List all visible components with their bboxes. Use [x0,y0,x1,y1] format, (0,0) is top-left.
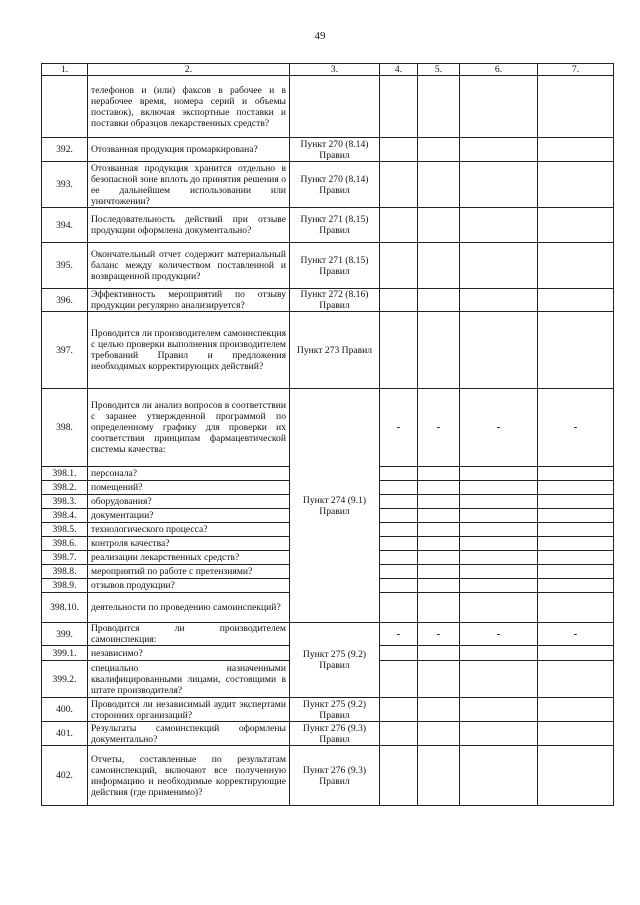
answer-cell [538,243,614,289]
answer-cell [418,746,460,806]
column-header: 4. [380,64,418,76]
table-row [42,243,614,289]
answer-cell [418,551,460,565]
answer-cell [380,312,418,389]
item-question: персонала? [88,467,290,481]
item-number: 398.6. [42,537,88,551]
answer-cell [380,162,418,208]
answer-cell [538,76,614,138]
answer-cell [460,593,538,623]
answer-cell [418,523,460,537]
item-question: Последовательность действий при отзыве продукции оформлена документально? [88,208,290,243]
answer-cell [538,467,614,481]
dash-mark: - [538,389,614,467]
table-row [42,208,614,243]
item-number: 398.7. [42,551,88,565]
item-number: 394. [42,208,88,243]
item-question: отзывов продукции? [88,579,290,593]
answer-cell [380,138,418,162]
item-number: 398. [42,389,88,467]
item-question: контроля качества? [88,537,290,551]
dash-mark: - [460,389,538,467]
answer-cell [380,646,418,661]
dash-mark: - [460,623,538,646]
answer-cell [418,289,460,312]
table-row [42,746,614,806]
answer-cell [380,537,418,551]
table-row [42,389,614,467]
answer-cell [418,312,460,389]
item-number: 398.1. [42,467,88,481]
table-row [42,312,614,389]
answer-cell [418,162,460,208]
answer-cell [460,243,538,289]
answer-cell [460,289,538,312]
dash-mark: - [380,389,418,467]
answer-cell [538,722,614,746]
item-question: независимо? [88,646,290,661]
item-reference: Пункт 273 Правил [290,312,380,389]
item-question: Результаты самоинспекций оформлены документально? [88,722,290,746]
answer-cell [538,289,614,312]
answer-cell [538,593,614,623]
answer-cell [538,162,614,208]
answer-cell [380,565,418,579]
item-number: 393. [42,162,88,208]
table-row [42,138,614,162]
answer-cell [380,661,418,698]
answer-cell [460,467,538,481]
answer-cell [418,467,460,481]
answer-cell [460,722,538,746]
item-number: 399.1. [42,646,88,661]
item-question: Отозванная продукция хранится отдельно в безопасной зоне вплоть до принятия решения о ее дальнейшем использовании или уничтожении? [88,162,290,208]
answer-cell [538,208,614,243]
answer-cell [538,698,614,722]
item-question: телефонов и (или) факсов в рабочее и в нерабочее время, номера серий и объемы поставок), включая экспортные поставки и поставки образцов лекарственных средств? [88,76,290,138]
item-number: 398.8. [42,565,88,579]
column-header: 5. [418,64,460,76]
answer-cell [460,481,538,495]
answer-cell [460,537,538,551]
answer-cell [538,661,614,698]
answer-cell [418,593,460,623]
answer-cell [380,523,418,537]
item-question: помещений? [88,481,290,495]
item-number: 399. [42,623,88,646]
item-question: Проводится ли производителем самоинспекция с целью проверки выполнения производителем требований Правил и предложения необходимых корректирующих действий? [88,312,290,389]
item-reference: Пункт 275 (9.2) Правил [290,623,380,698]
answer-cell [460,698,538,722]
answer-cell [460,495,538,509]
answer-cell [538,646,614,661]
answer-cell [538,565,614,579]
answer-cell [380,551,418,565]
answer-cell [538,579,614,593]
column-header: 7. [538,64,614,76]
answer-cell [460,565,538,579]
answer-cell [418,579,460,593]
answer-cell [418,661,460,698]
answer-cell [418,722,460,746]
answer-cell [380,746,418,806]
answer-cell [460,509,538,523]
answer-cell [380,698,418,722]
answer-cell [538,551,614,565]
item-question: специально назначенными квалифицированными лицами, состоящими в штате производителя? [88,661,290,698]
answer-cell [460,523,538,537]
answer-cell [418,76,460,138]
dash-mark: - [380,623,418,646]
answer-cell [380,243,418,289]
item-reference [290,76,380,138]
answer-cell [460,746,538,806]
answer-cell [380,467,418,481]
column-header: 6. [460,64,538,76]
answer-cell [460,138,538,162]
item-number: 398.5. [42,523,88,537]
item-question: Проводится ли производителем самоинспекция: [88,623,290,646]
answer-cell [418,537,460,551]
item-question: Отозванная продукция промаркирована? [88,138,290,162]
answer-cell [538,523,614,537]
answer-cell [418,495,460,509]
table-row [42,722,614,746]
item-number: 395. [42,243,88,289]
item-question: оборудования? [88,495,290,509]
item-question: Эффективность мероприятий по отзыву продукции регулярно анализируется? [88,289,290,312]
answer-cell [418,698,460,722]
answer-cell [380,208,418,243]
answer-cell [460,162,538,208]
item-question: Проводится ли анализ вопросов в соответствии с заранее утвержденной программой по определенному графику для проверки их соответствия принципам фармацевтической системы качества: [88,389,290,467]
item-reference: Пункт 271 (8.15) Правил [290,243,380,289]
item-number: 398.3. [42,495,88,509]
item-number: 402. [42,746,88,806]
answer-cell [460,661,538,698]
answer-cell [538,312,614,389]
item-question: Отчеты, составленные по результатам самоинспекций, включают все полученную информацию и необходимые корректирующие действия (где применимо)? [88,746,290,806]
item-question: мероприятий по работе с претензиями? [88,565,290,579]
answer-cell [538,481,614,495]
answer-cell [380,579,418,593]
answer-cell [380,76,418,138]
item-question: документации? [88,509,290,523]
item-question: реализации лекарственных средств? [88,551,290,565]
answer-cell [538,746,614,806]
item-number [42,76,88,138]
item-number: 392. [42,138,88,162]
table-row [42,623,614,646]
item-reference: Пункт 276 (9.3) Правил [290,722,380,746]
answer-cell [418,243,460,289]
item-number: 397. [42,312,88,389]
item-question: Проводится ли независимый аудит экспертами сторонних организаций? [88,698,290,722]
checklist-table [41,63,614,806]
item-number: 400. [42,698,88,722]
item-number: 398.9. [42,579,88,593]
answer-cell [418,481,460,495]
answer-cell [418,208,460,243]
column-header: 1. [42,64,88,76]
item-number: 398.4. [42,509,88,523]
item-number: 398.2. [42,481,88,495]
item-number: 396. [42,289,88,312]
answer-cell [380,289,418,312]
item-reference: Пункт 271 (8.15) Правил [290,208,380,243]
item-reference: Пункт 270 (8.14) Правил [290,162,380,208]
answer-cell [460,312,538,389]
item-reference: Пункт 272 (8.16) Правил [290,289,380,312]
column-header: 2. [88,64,290,76]
table-row [42,162,614,208]
item-question: деятельности по проведению самоинспекций? [88,593,290,623]
item-reference: Пункт 275 (9.2) Правил [290,698,380,722]
item-question: технологического процесса? [88,523,290,537]
answer-cell [380,495,418,509]
answer-cell [380,509,418,523]
answer-cell [380,722,418,746]
answer-cell [380,593,418,623]
item-reference: Пункт 276 (9.3) Правил [290,746,380,806]
item-question: Окончательный отчет содержит материальный баланс между количеством поставленной и возвращенной продукции? [88,243,290,289]
table-row [42,76,614,138]
answer-cell [418,509,460,523]
answer-cell [418,138,460,162]
page-number: 49 [314,30,326,42]
answer-cell [418,565,460,579]
answer-cell [538,138,614,162]
answer-cell [460,208,538,243]
answer-cell [460,579,538,593]
header-row [42,64,614,76]
answer-cell [460,76,538,138]
item-number: 398.10. [42,593,88,623]
item-number: 399.2. [42,661,88,698]
answer-cell [460,551,538,565]
table-row [42,698,614,722]
item-reference: Пункт 270 (8.14) Правил [290,138,380,162]
item-reference: Пункт 274 (9.1) Правил [290,389,380,623]
dash-mark: - [538,623,614,646]
answer-cell [460,646,538,661]
dash-mark: - [418,623,460,646]
answer-cell [538,495,614,509]
table-row [42,289,614,312]
item-number: 401. [42,722,88,746]
answer-cell [538,509,614,523]
answer-cell [418,646,460,661]
column-header: 3. [290,64,380,76]
answer-cell [538,537,614,551]
dash-mark: - [418,389,460,467]
answer-cell [380,481,418,495]
